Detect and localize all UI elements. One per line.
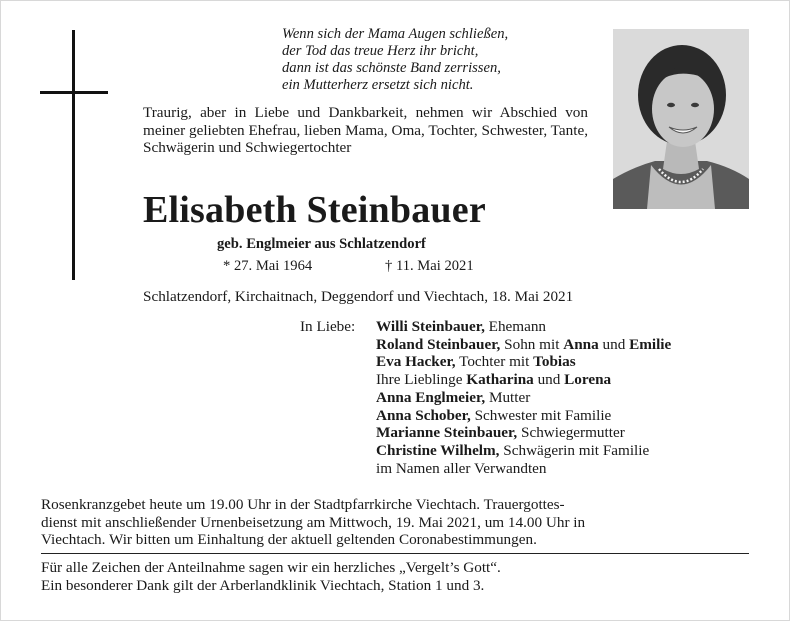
- mourner-name: Anna Englmeier,: [376, 388, 486, 406]
- mourner-relation: Mutter: [485, 388, 531, 406]
- mourner-row: [376, 336, 671, 354]
- mourner-name: Willi Steinbauer,: [376, 318, 485, 335]
- mourners-list: [376, 318, 671, 477]
- poem: [282, 26, 602, 94]
- portrait-photo: [613, 29, 749, 209]
- mourner-row: [376, 353, 671, 371]
- mourner-relation: Schwiegermutter: [517, 424, 625, 442]
- thanks-text: [41, 559, 749, 594]
- deceased-name: Elisabeth Steinbauer: [143, 189, 486, 231]
- mourner-relation: im Namen aller Verwandten: [376, 459, 547, 477]
- funeral-line: Viechtach. Wir bitten um Einhaltung der aktuell geltenden Coronabestimmungen.: [41, 531, 537, 549]
- thanks-line: Ein besonderer Dank gilt der Arberlandklinik Viechtach, Station 1 und 3.: [41, 576, 485, 594]
- mourner-name: Katharina: [466, 371, 534, 389]
- intro-text: Traurig, aber in Liebe und Dankbarkeit, nehmen wir Abschied von meiner geliebten Ehefrau, lieben Mama, Oma, Tochter, Schwester, Tante, Schwägerin und Schwiegertochter: [143, 104, 588, 156]
- mourner-name: Roland Steinbauer,: [376, 335, 501, 353]
- mourner-row: [376, 371, 671, 389]
- poem-line: dann ist das schönste Band zerrissen,: [282, 60, 501, 76]
- divider: [41, 553, 749, 554]
- mourner-name: Marianne Steinbauer,: [376, 424, 518, 442]
- mourner-name: Anna Schober,: [376, 406, 471, 424]
- mourner-row: [376, 442, 671, 460]
- mourner-name: Tobias: [533, 353, 576, 371]
- birth-date: * 27. Mai 1964: [223, 258, 313, 274]
- thanks-line: Für alle Zeichen der Anteilnahme sagen wir ein herzliches „Vergelt’s Gott“.: [41, 559, 501, 576]
- mourner-relation: Tochter mit: [455, 353, 534, 371]
- mourners-label: In Liebe:: [300, 318, 356, 335]
- place-and-date: Schlatzendorf, Kirchaitnach, Deggendorf und Viechtach, 18. Mai 2021: [143, 288, 574, 305]
- mourner-relation: Schwägerin mit Familie: [499, 441, 650, 459]
- poem-line: Wenn sich der Mama Augen schließen,: [282, 26, 509, 42]
- mourner-name: Christine Wilhelm,: [376, 441, 500, 459]
- mourner-name: Lorena: [564, 371, 612, 389]
- mourner-relation: Schwester mit Familie: [470, 406, 612, 424]
- mourner-relation: Sohn mit: [500, 335, 564, 353]
- death-date: † 11. Mai 2021: [385, 258, 474, 274]
- mourner-name: Emilie: [629, 335, 672, 353]
- mourner-relation: Ihre Lieblinge: [376, 371, 467, 389]
- poem-line: der Tod das treue Herz ihr bricht,: [282, 43, 479, 59]
- funeral-info: [41, 496, 749, 549]
- mourner-relation: Ehemann: [484, 318, 547, 335]
- mourner-row: [376, 318, 671, 336]
- mourner-row: [376, 389, 671, 407]
- mourner-name: Anna: [563, 335, 599, 353]
- mourner-row: [376, 460, 671, 478]
- funeral-line: Rosenkranzgebet heute um 19.00 Uhr in der Stadtpfarrkirche Viechtach. Trauergottes-: [41, 496, 565, 513]
- poem-line: ein Mutterherz ersetzt sich nicht.: [282, 77, 474, 93]
- funeral-line: dienst mit anschließender Urnenbeisetzung am Mittwoch, 19. Mai 2021, um 14.00 Uhr in: [41, 513, 586, 531]
- mourner-row: [376, 407, 671, 425]
- mourner-name: Eva Hacker,: [376, 353, 456, 371]
- mourner-relation: und: [533, 371, 565, 389]
- mourner-relation: und: [598, 335, 630, 353]
- mourner-row: [376, 424, 671, 442]
- maiden-name: geb. Englmeier aus Schlatzendorf: [217, 236, 426, 252]
